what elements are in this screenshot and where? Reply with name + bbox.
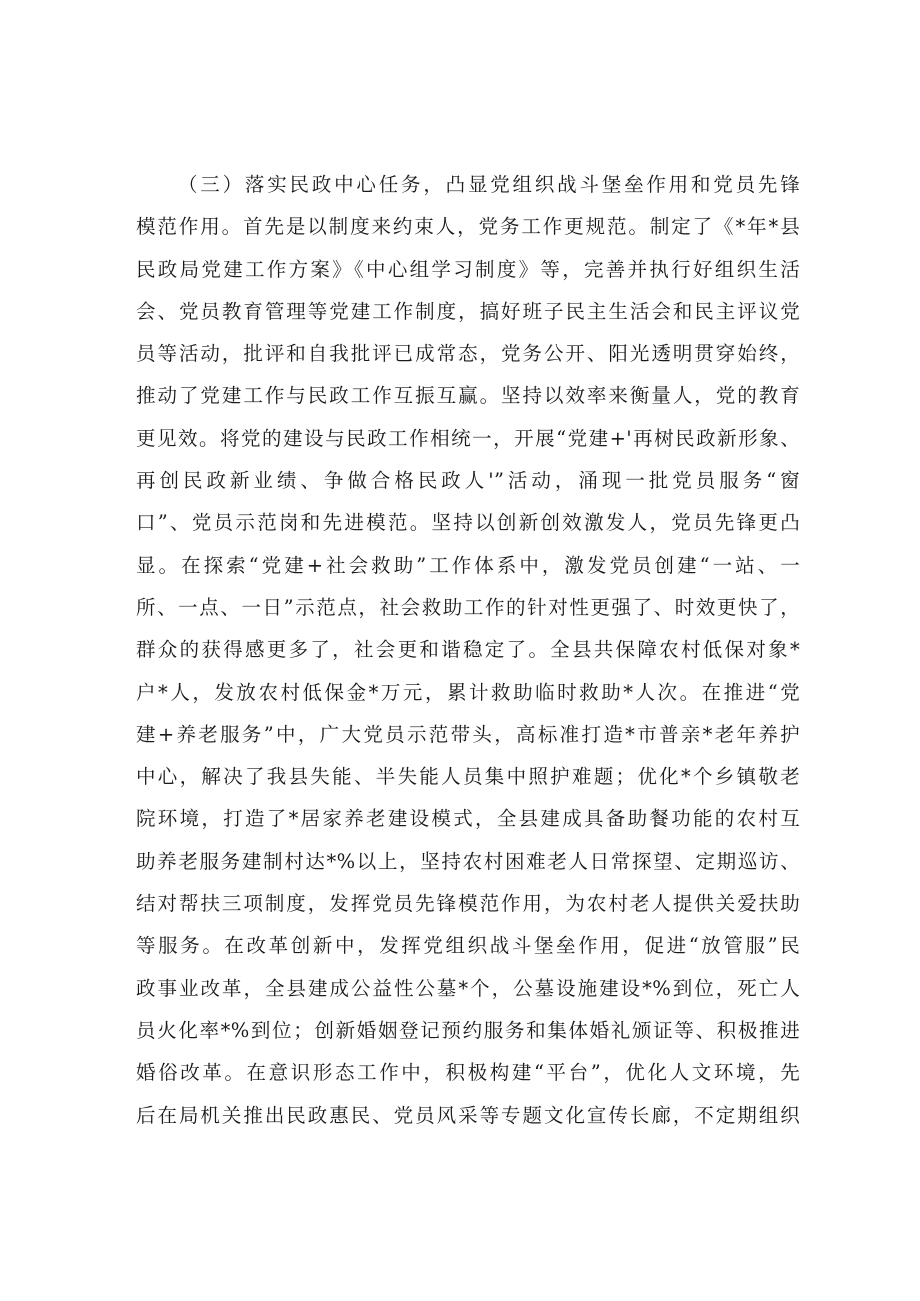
- paragraph-line: 会、党员教育管理等党建工作制度，搞好班子民主生活会和民主评议党: [136, 299, 800, 323]
- paragraph-line: （三）落实民政中心任务，凸显党组织战斗堡垒作用和党员先锋: [178, 173, 800, 196]
- paragraph-line: 员等活动，批评和自我批评已成常态，党务公开、阳光透明贯穿始终，: [136, 342, 800, 366]
- paragraph-line: 政事业改革，全县建成公益性公墓*个，公墓设施建设*%到位，死亡人: [136, 976, 800, 1000]
- paragraph-line: 群众的获得感更多了，社会更和谐稳定了。全县共保障农村低保对象*: [136, 638, 800, 662]
- paragraph-line: 中心，解决了我县失能、半失能人员集中照护难题；优化*个乡镇敬老: [136, 765, 800, 789]
- paragraph-line: 再创民政新业绩、争做合格民政人'”活动，涌现一批党员服务“窗: [136, 469, 800, 493]
- paragraph-line: 等服务。在改革创新中，发挥党组织战斗堡垒作用，促进“放管服”民: [136, 934, 800, 958]
- paragraph-line: 后在局机关推出民政惠民、党员风采等专题文化宣传长廊，不定期组织: [136, 1103, 800, 1127]
- paragraph-line: 建+养老服务”中，广大党员示范带头，高标准打造*市普亲*老年养护: [136, 722, 800, 746]
- paragraph-line: 推动了党建工作与民政工作互振互赢。坚持以效率来衡量人，党的教育: [136, 384, 800, 408]
- paragraph-line: 助养老服务建制村达*%以上，坚持农村困难老人日常探望、定期巡访、: [136, 849, 800, 873]
- paragraph-line: 院环境，打造了*居家养老建设模式，全县建成具备助餐功能的农村互: [136, 807, 800, 831]
- paragraph-line: 员火化率*%到位；创新婚姻登记预约服务和集体婚礼颁证等、积极推进: [136, 1018, 800, 1042]
- paragraph-line: 结对帮扶三项制度，发挥党员先锋模范作用，为农村老人提供关爱扶助: [136, 892, 800, 916]
- paragraph-line: 婚俗改革。在意识形态工作中，积极构建“平台”，优化人文环境，先: [136, 1061, 800, 1085]
- paragraph-line: 更见效。将党的建设与民政工作相统一，开展“党建+'再树民政新形象、: [136, 426, 800, 450]
- paragraph-line: 模范作用。首先是以制度来约束人，党务工作更规范。制定了《*年*县: [136, 215, 800, 239]
- paragraph-line: 口”、党员示范岗和先进模范。坚持以创新创效激发人，党员先锋更凸: [136, 511, 800, 535]
- body-paragraph: [136, 164, 800, 1137]
- paragraph-line: 显。在探索“党建+社会救助”工作体系中，激发党员创建“一站、一: [136, 553, 800, 577]
- paragraph-line: 民政局党建工作方案》《中心组学习制度》等，完善并执行好组织生活: [136, 257, 800, 281]
- paragraph-line: 所、一点、一日”示范点，社会救助工作的针对性更强了、时效更快了，: [136, 595, 800, 619]
- paragraph-line: 户*人，发放农村低保金*万元，累计救助临时救助*人次。在推进“党: [136, 680, 800, 704]
